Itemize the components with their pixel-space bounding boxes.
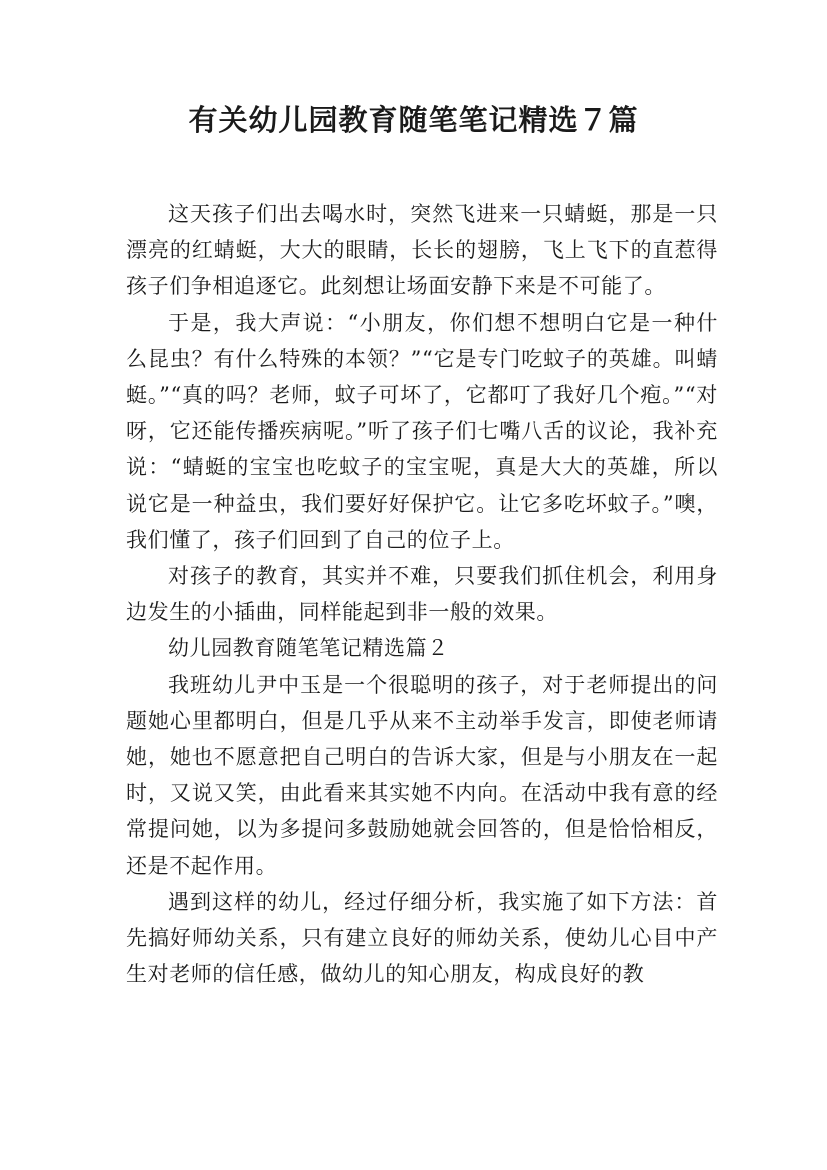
section-heading: 幼儿园教育随笔笔记精选篇２	[168, 636, 449, 661]
paragraph: 这天孩子们出去喝水时，突然飞进来一只蜻蜓，那是一只漂亮的红蜻蜓，大大的眼睛，长长的翅膀，飞上飞下的直惹得孩子们争相追逐它。此刻想让场面安静下来是不可能了。	[126, 202, 718, 299]
paragraph: 遇到这样的幼儿，经过仔细分析，我实施了如下方法：首先搞好师幼关系，只有建立良好的师幼关系，使幼儿心目中产生对老师的信任感，做幼儿的知心朋友，构成良好的教	[126, 889, 718, 987]
document-body	[126, 196, 718, 992]
paragraph: 我班幼儿尹中玉是一个很聪明的孩子，对于老师提出的问题她心里都明白，但是几乎从来不主动举手发言，即使老师请她，她也不愿意把自己明白的告诉大家，但是与小朋友在一起时，又说又笑，由此看来其实她不内向。在活动中我有意的经常提问她，以为多提问多鼓励她就会回答的，但是恰恰相反，还是不起作用。	[126, 672, 718, 878]
document-title: 有关幼儿园教育随笔笔记精选７篇	[188, 103, 639, 137]
paragraph: 于是，我大声说：“小朋友，你们想不想明白它是一种什么昆虫？有什么特殊的本领？”“它是专门吃蚊子的英雄。叫蜻蜓。”“真的吗？老师，蚊子可坏了，它都叮了我好几个疱。”“对呀，它还能传播疾病呢。”听了孩子们七嘴八舌的议论，我补充说：“蜻蜓的宝宝也吃蚊子的宝宝呢，真是大大的英雄，所以说它是一种益虫，我们要好好保护它。让它多吃坏蚊子。”噢，我们懂了，孩子们回到了自己的位子上。	[126, 310, 718, 552]
paragraph: 对孩子的教育，其实并不难，只要我们抓住机会，利用身边发生的小插曲，同样能起到非一般的效果。	[126, 564, 718, 625]
